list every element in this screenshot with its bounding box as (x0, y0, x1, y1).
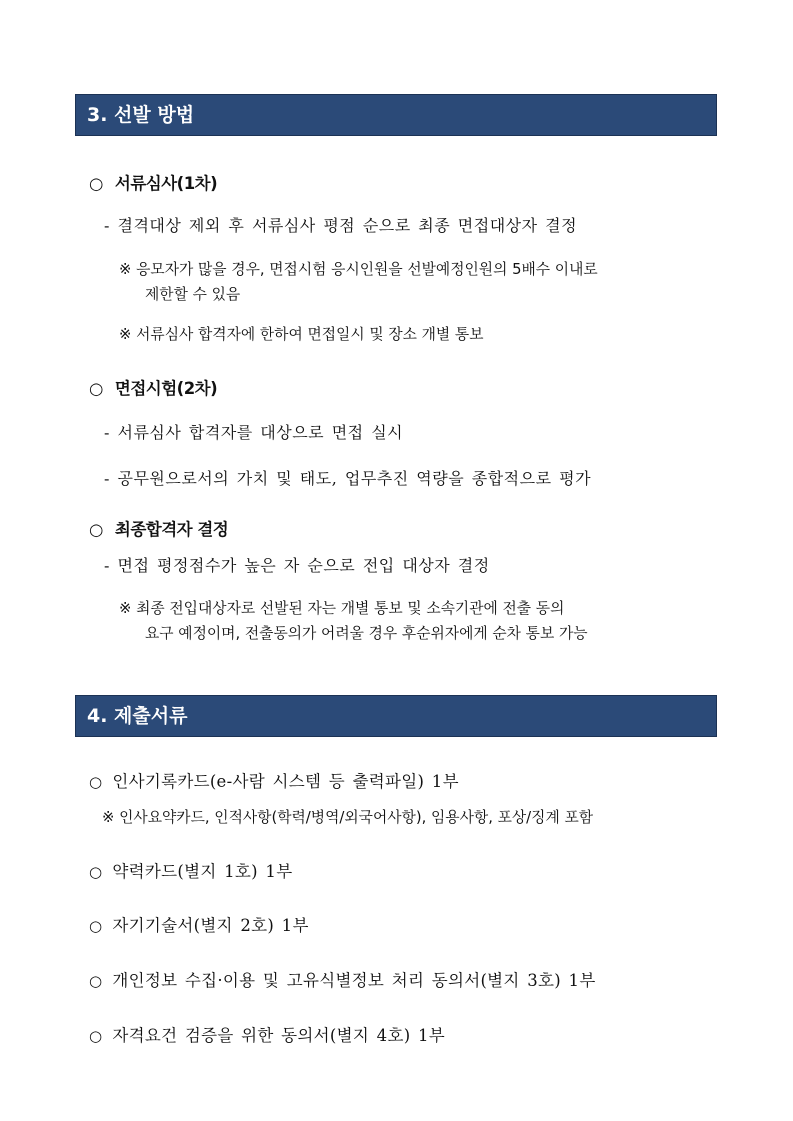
note-line: ※ 서류심사 합격자에 한하여 면접일시 및 장소 개별 통보 (119, 326, 484, 343)
document-text: 인사기록카드(e-사람 시스템 등 출력파일) 1부 (112, 772, 459, 791)
criteria-heading-final-decision (89, 516, 228, 540)
document-item (89, 912, 309, 936)
circle-bullet-icon: ○ (89, 379, 103, 398)
document-item (89, 1022, 445, 1046)
note-item (119, 322, 719, 347)
note-line-continued: 요구 예정이며, 전출동의가 어려울 경우 후순위자에게 순차 통보 가능 (145, 625, 588, 642)
section-3-header (75, 94, 717, 136)
section-4-title: 4. 제출서류 (87, 705, 188, 727)
document-text: 개인정보 수집·이용 및 고유식별정보 처리 동의서(별지 3호) 1부 (112, 971, 596, 990)
document-item (89, 967, 596, 991)
document-item (89, 768, 459, 792)
heading-text: 최종합격자 결정 (114, 520, 229, 539)
criteria-line: - 면접 평정점수가 높은 자 순으로 전입 대상자 결정 (104, 556, 490, 575)
heading-text: 서류심사(1차) (114, 174, 218, 193)
circle-bullet-icon: ○ (89, 972, 103, 990)
criteria-line: - 서류심사 합격자를 대상으로 면접 실시 (104, 423, 404, 442)
note-line: ※ 응모자가 많을 경우, 면접시험 응시인원을 선발예정인원의 5배수 이내로 (119, 261, 598, 278)
document-text: 약력카드(별지 1호) 1부 (112, 862, 293, 881)
note-item (119, 596, 719, 646)
circle-bullet-icon: ○ (89, 174, 103, 193)
note-item (119, 257, 719, 307)
circle-bullet-icon: ○ (89, 773, 103, 791)
circle-bullet-icon: ○ (89, 520, 103, 539)
criteria-heading-document-review (89, 170, 217, 194)
criteria-line: - 공무원으로서의 가치 및 태도, 업무추진 역량을 종합적으로 평가 (104, 469, 592, 488)
circle-bullet-icon: ○ (89, 1027, 103, 1045)
document-text: 자기기술서(별지 2호) 1부 (112, 916, 309, 935)
document-note: ※ 인사요약카드, 인적사항(학력/병역/외국어사항), 임용사항, 포상/징계 포함 (102, 809, 594, 826)
criteria-heading-interview (89, 375, 217, 399)
circle-bullet-icon: ○ (89, 917, 103, 935)
section-4-header (75, 695, 717, 737)
note-line-continued: 제한할 수 있음 (145, 286, 241, 303)
document-text: 자격요건 검증을 위한 동의서(별지 4호) 1부 (112, 1026, 446, 1045)
circle-bullet-icon: ○ (89, 863, 103, 881)
heading-text: 면접시험(2차) (114, 379, 218, 398)
section-3-title: 3. 선발 방법 (87, 104, 195, 126)
criteria-line: - 결격대상 제외 후 서류심사 평점 순으로 최종 면접대상자 결정 (104, 216, 578, 235)
note-line: ※ 최종 전입대상자로 선발된 자는 개별 통보 및 소속기관에 전출 동의 (119, 600, 565, 617)
document-item (89, 858, 292, 882)
